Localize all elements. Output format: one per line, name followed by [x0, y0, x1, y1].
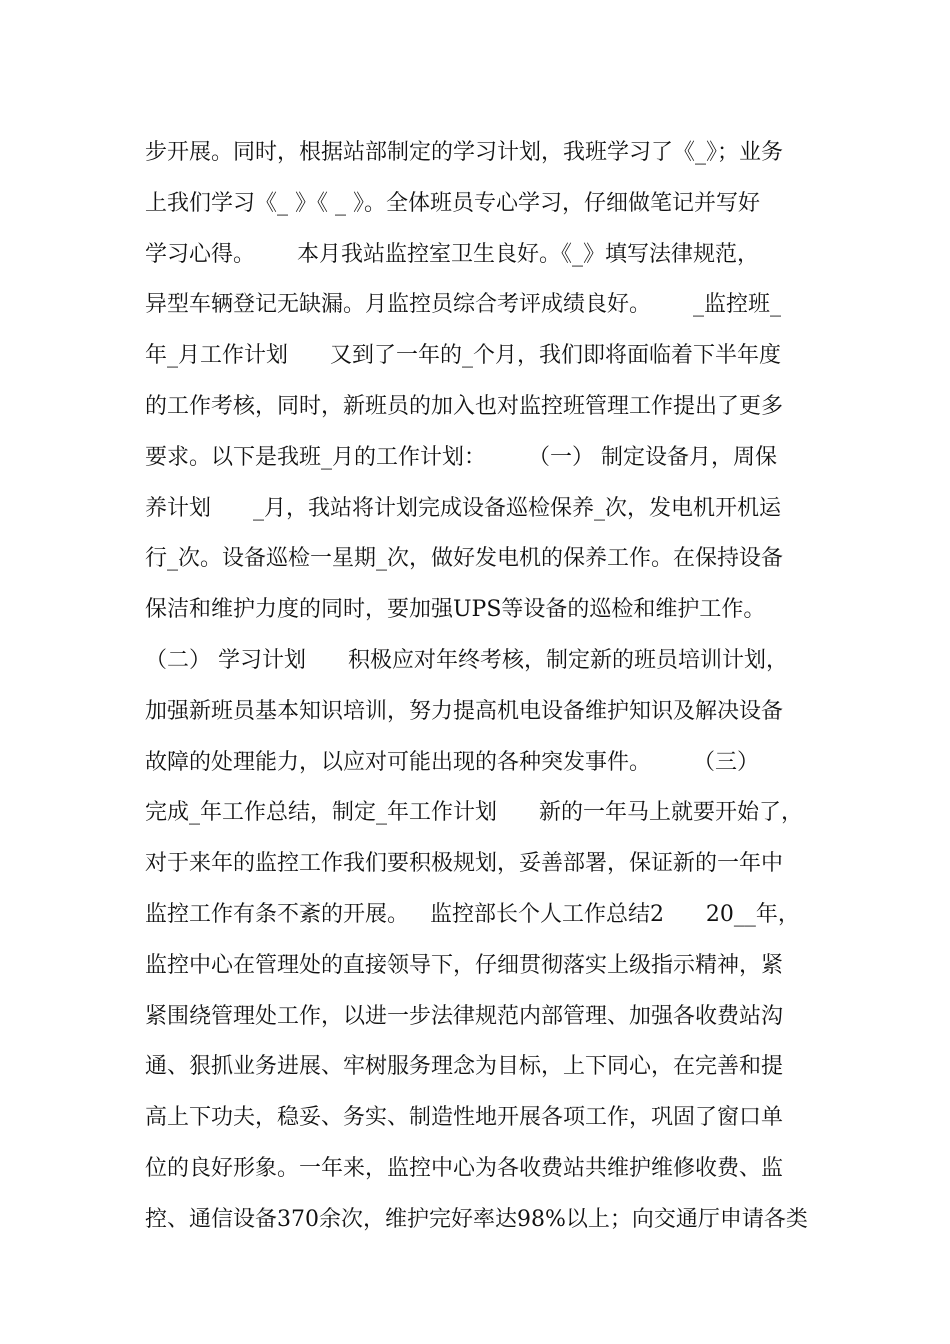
text-line: 紧围绕管理处工作，以进一步法律规范内部管理、加强各收费站沟 — [145, 1003, 784, 1029]
text-line: 的工作考核，同时，新班员的加入也对监控班管理工作提出了更多 — [145, 393, 784, 419]
text-line: 完成_年工作总结，制定_年工作计划 新的一年马上就要开始了， — [145, 800, 803, 826]
text-line: 监控工作有条不紊的开展。 监控部长个人工作总结2 20__年， — [145, 901, 800, 927]
text-line: 故障的处理能力，以应对可能出现的各种突发事件。 （三） — [145, 749, 759, 775]
text-line: 行_次。设备巡检一星期_次，做好发电机的保养工作。在保持设备 — [145, 546, 784, 572]
text-line: 通、狠抓业务进展、牢树服务理念为目标，上下同心，在完善和提 — [145, 1054, 784, 1080]
text-line: 位的良好形象。一年来，监控中心为各收费站共维护维修收费、监 — [145, 1155, 784, 1181]
text-line: 异型车辆登记无缺漏。月监控员综合考评成绩良好。 _监控班_ — [145, 292, 781, 318]
text-line: 年_月工作计划 又到了一年的_个月，我们即将面临着下半年度 — [145, 343, 781, 369]
text-line: 对于来年的监控工作我们要积极规划，妥善部署，保证新的一年中 — [145, 851, 784, 877]
text-line: 保洁和维护力度的同时，要加强UPS等设备的巡检和维护工作。 — [145, 597, 766, 623]
text-line: （二） 学习计划 积极应对年终考核，制定新的班员培训计划， — [145, 647, 788, 673]
text-line: 上我们学习《_ 》《 _ 》。全体班员专心学习，仔细做笔记并写好 — [145, 190, 760, 216]
text-line: 监控中心在管理处的直接领导下，仔细贯彻落实上级指示精神，紧 — [145, 952, 784, 978]
text-line: 加强新班员基本知识培训，努力提高机电设备维护知识及解决设备 — [145, 698, 784, 724]
text-line: 学习心得。 本月我站监控室卫生良好。《_》填写法律规范， — [145, 241, 759, 267]
body-text — [145, 128, 825, 1246]
text-line: 控、通信设备370余次，维护完好率达98%以上；向交通厅申请各类 — [145, 1206, 808, 1232]
text-line: 养计划 _月，我站将计划完成设备巡检保养_次，发电机开机运 — [145, 495, 781, 521]
text-line: 要求。以下是我班_月的工作计划： （一） 制定设备月，周保 — [145, 444, 777, 470]
text-line: 高上下功夫，稳妥、务实、制造性地开展各项工作，巩固了窗口单 — [145, 1105, 784, 1131]
text-line: 步开展。同时，根据站部制定的学习计划，我班学习了《_》；业务 — [145, 140, 784, 165]
